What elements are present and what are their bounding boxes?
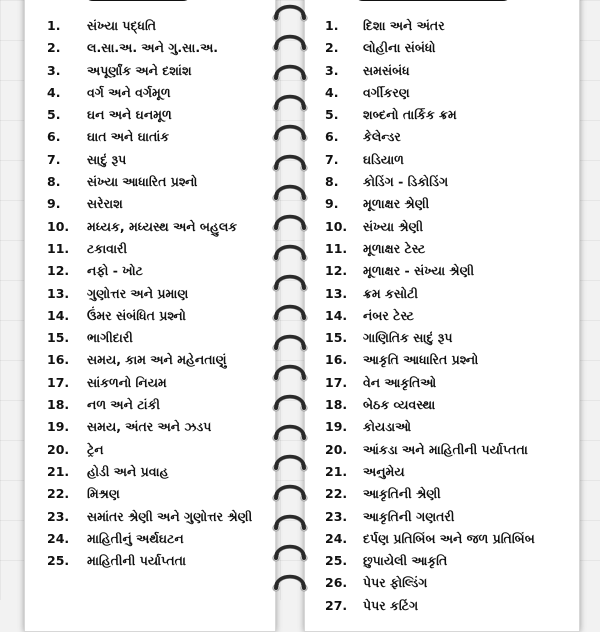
right-topic-row [305, 327, 579, 349]
topic-title: ઘાત અને ઘાતાંક [87, 129, 170, 145]
topic-title: ઘન અને ઘનમૂળ [87, 107, 172, 123]
topic-number: 6. [325, 129, 339, 145]
topic-number: 21. [47, 463, 70, 479]
left-topic-row [25, 305, 275, 327]
topic-number: 18. [47, 397, 70, 413]
right-topic-row [305, 372, 579, 394]
topic-title: ગાણિતિક સાદું રૂપ [363, 330, 453, 346]
topic-title: દર્પણ પ્રતિબિંબ અને જળ પ્રતિબિંબ [363, 530, 535, 546]
topic-title: સમાંતર શ્રેણી અને ગુણોત્તર શ્રેણી [87, 508, 253, 524]
left-header-bar [83, 0, 193, 1]
topic-number: 17. [47, 374, 70, 390]
topic-title: આકૃતિની ગણતરી [363, 508, 455, 524]
topic-number: 15. [47, 330, 70, 346]
left-topic-row [25, 416, 275, 438]
topic-number: 5. [325, 107, 339, 123]
right-topic-row [305, 416, 579, 438]
right-topic-row [305, 439, 579, 461]
topic-title: મૂળાક્ષર ટેસ્ટ [363, 240, 426, 256]
left-topic-row [25, 126, 275, 148]
left-topic-row [25, 394, 275, 416]
topic-number: 24. [325, 530, 348, 546]
left-topic-row [25, 461, 275, 483]
topic-title: સરેરાશ [87, 196, 123, 212]
left-topic-row [25, 260, 275, 282]
topic-title: ઉંમર સંબંધિત પ્રશ્નો [87, 307, 186, 323]
left-topic-list [25, 15, 275, 572]
topic-number: 6. [47, 129, 61, 145]
topic-title: આંકડા અને માહિતીની પર્યાપ્તતા [363, 441, 528, 457]
right-topic-row [305, 483, 579, 505]
spiral-ring [273, 577, 307, 591]
right-topic-row [305, 126, 579, 148]
topic-number: 27. [325, 597, 348, 613]
topic-number: 20. [47, 441, 70, 457]
topic-number: 21. [325, 463, 348, 479]
topic-number: 17. [325, 374, 348, 390]
topic-title: આકૃતિની શ્રેણી [363, 486, 441, 502]
topic-number: 14. [47, 307, 70, 323]
topic-title: સમય, અંતર અને ઝડપ [87, 419, 212, 435]
left-topic-row [25, 550, 275, 572]
left-topic-row [25, 528, 275, 550]
spiral-ring [273, 517, 307, 531]
right-topic-row [305, 171, 579, 193]
topic-title: સમસંબંધ [363, 62, 410, 78]
topic-title: વર્ગીકરણ [363, 84, 410, 100]
topic-title: અનુમેય [363, 463, 405, 479]
topic-title: સંખ્યા પદ્ધતિ [87, 18, 157, 33]
left-topic-row [25, 82, 275, 104]
right-topic-row [305, 528, 579, 550]
spiral-ring [273, 547, 307, 561]
topic-title: ઘડિયાળ [363, 151, 404, 167]
topic-number: 22. [47, 486, 70, 502]
topic-number: 10. [325, 218, 348, 234]
left-topic-row [25, 15, 275, 37]
topic-number: 14. [325, 307, 348, 323]
right-topic-row [305, 216, 579, 238]
topic-number: 26. [325, 575, 348, 591]
right-topic-row [305, 461, 579, 483]
spiral-ring [273, 187, 307, 201]
right-topic-row [305, 260, 579, 282]
right-topic-row [305, 149, 579, 171]
topic-title: ક્રમ કસોટી [363, 285, 418, 301]
spiral-ring [273, 97, 307, 111]
topic-number: 16. [47, 352, 70, 368]
left-topic-row [25, 149, 275, 171]
topic-number: 7. [47, 151, 61, 167]
topic-number: 23. [47, 508, 70, 524]
spiral-ring [273, 37, 307, 51]
topic-number: 7. [325, 151, 339, 167]
topic-title: ટ્રેન [87, 441, 104, 457]
right-topic-row [305, 595, 579, 617]
topic-number: 1. [325, 18, 339, 33]
topic-title: મધ્યક, મધ્યસ્થ અને બહુલક [87, 218, 238, 234]
left-topic-row [25, 483, 275, 505]
spiral-ring [273, 367, 307, 381]
right-topic-row [305, 60, 579, 82]
topic-title: છુપાયેલી આકૃતિ [363, 553, 448, 569]
right-topic-row [305, 238, 579, 260]
right-topic-row [305, 394, 579, 416]
left-topic-row [25, 171, 275, 193]
topic-title: ટકાવારી [87, 240, 128, 256]
topic-number: 15. [325, 330, 348, 346]
topic-title: આકૃતિ આધારિત પ્રશ્નો [363, 352, 479, 368]
left-topic-row [25, 104, 275, 126]
topic-title: ભાગીદારી [87, 330, 133, 346]
left-topic-row [25, 439, 275, 461]
topic-title: કોયડાઓ [363, 419, 412, 435]
topic-number: 13. [47, 285, 70, 301]
right-page [304, 0, 580, 632]
left-topic-row [25, 349, 275, 371]
topic-number: 16. [325, 352, 348, 368]
topic-number: 19. [47, 419, 70, 435]
topic-title: કોડિંગ - ડિકોડિંગ [363, 174, 449, 190]
topic-number: 12. [325, 263, 348, 279]
topic-title: સંખ્યા શ્રેણી [363, 218, 424, 234]
topic-title: માહિતીની પર્યાપ્તતા [87, 553, 186, 569]
left-topic-row [25, 372, 275, 394]
right-topic-row [305, 305, 579, 327]
right-topic-row [305, 104, 579, 126]
topic-number: 25. [47, 553, 70, 569]
spiral-ring [273, 487, 307, 501]
left-topic-row [25, 283, 275, 305]
topic-title: મિશ્રણ [87, 486, 120, 502]
right-header-bar [353, 0, 513, 1]
right-topic-row [305, 82, 579, 104]
topic-number: 4. [47, 84, 61, 100]
topic-title: મૂળાક્ષર - સંખ્યા શ્રેણી [363, 263, 475, 279]
spiral-ring [273, 457, 307, 471]
spiral-ring [273, 127, 307, 141]
topic-number: 2. [325, 40, 339, 56]
topic-title: પેપર કટિંગ [363, 597, 419, 613]
spiral-ring [273, 7, 307, 21]
left-topic-row [25, 60, 275, 82]
topic-number: 24. [47, 530, 70, 546]
right-topic-row [305, 572, 579, 594]
topic-title: લ.સા.અ. અને ગુ.સા.અ. [87, 40, 219, 56]
topic-title: વેન આકૃતિઓ [363, 374, 437, 390]
topic-number: 9. [325, 196, 339, 212]
topic-number: 10. [47, 218, 70, 234]
spiral-ring [273, 427, 307, 441]
topic-title: સાંકળનો નિયમ [87, 374, 167, 390]
topic-title: સમય, કામ અને મહેનતાણું [87, 352, 227, 368]
right-topic-row [305, 37, 579, 59]
topic-number: 8. [47, 174, 61, 190]
left-topic-row [25, 216, 275, 238]
spiral-ring [273, 337, 307, 351]
topic-number: 19. [325, 419, 348, 435]
topic-title: પેપર ફોલ્ડિંગ [363, 575, 428, 591]
left-topic-row [25, 238, 275, 260]
topic-title: માહિતીનું અર્થઘટન [87, 530, 184, 546]
left-topic-row [25, 193, 275, 215]
topic-number: 25. [325, 553, 348, 569]
right-topic-row [305, 550, 579, 572]
spiral-ring [273, 277, 307, 291]
topic-title: સંખ્યા આધારિત પ્રશ્નો [87, 174, 198, 190]
topic-number: 9. [47, 196, 61, 212]
topic-title: નફો - ખોટ [87, 263, 143, 279]
left-topic-row [25, 37, 275, 59]
right-topic-row [305, 283, 579, 305]
topic-number: 18. [325, 397, 348, 413]
topic-number: 11. [325, 240, 348, 256]
topic-title: સાદું રૂપ [87, 151, 127, 167]
right-topic-row [305, 15, 579, 37]
right-topic-row [305, 193, 579, 215]
topic-number: 11. [47, 240, 70, 256]
spiral-binding [268, 0, 312, 600]
right-topic-row [305, 349, 579, 371]
topic-number: 23. [325, 508, 348, 524]
topic-title: મૂળાક્ષર શ્રેણી [363, 196, 430, 212]
topic-number: 20. [325, 441, 348, 457]
topic-number: 2. [47, 40, 61, 56]
spiral-ring [273, 67, 307, 81]
topic-number: 4. [325, 84, 339, 100]
topic-number: 5. [47, 107, 61, 123]
topic-title: નળ અને ટાંકી [87, 397, 161, 413]
left-page [24, 0, 276, 632]
topic-title: બેઠક વ્યવસ્થા [363, 397, 436, 413]
spiral-ring [273, 247, 307, 261]
topic-title: કેલેન્ડર [363, 129, 401, 145]
spiral-ring [273, 157, 307, 171]
topic-title: વર્ગ અને વર્ગમૂળ [87, 84, 171, 100]
topic-title: શબ્દનો તાર્કિક ક્રમ [363, 107, 457, 123]
topic-number: 8. [325, 174, 339, 190]
topic-title: દિશા અને અંતર [363, 18, 445, 33]
topic-title: ગુણોત્તર અને પ્રમાણ [87, 285, 189, 301]
topic-title: હોડી અને પ્રવાહ [87, 463, 169, 479]
topic-number: 1. [47, 18, 61, 33]
topic-title: નંબર ટેસ્ટ [363, 307, 414, 323]
topic-number: 12. [47, 263, 70, 279]
topic-number: 13. [325, 285, 348, 301]
spiral-ring [273, 397, 307, 411]
topic-number: 22. [325, 486, 348, 502]
left-topic-row [25, 327, 275, 349]
left-topic-row [25, 506, 275, 528]
right-topic-row [305, 506, 579, 528]
topic-number: 3. [47, 62, 61, 78]
topic-number: 3. [325, 62, 339, 78]
spiral-ring [273, 307, 307, 321]
topic-title: અપૂર્ણાંક અને દશાંશ [87, 62, 192, 78]
spiral-ring [273, 217, 307, 231]
right-topic-list [305, 15, 579, 617]
topic-title: લોહીના સંબંધો [363, 40, 436, 56]
